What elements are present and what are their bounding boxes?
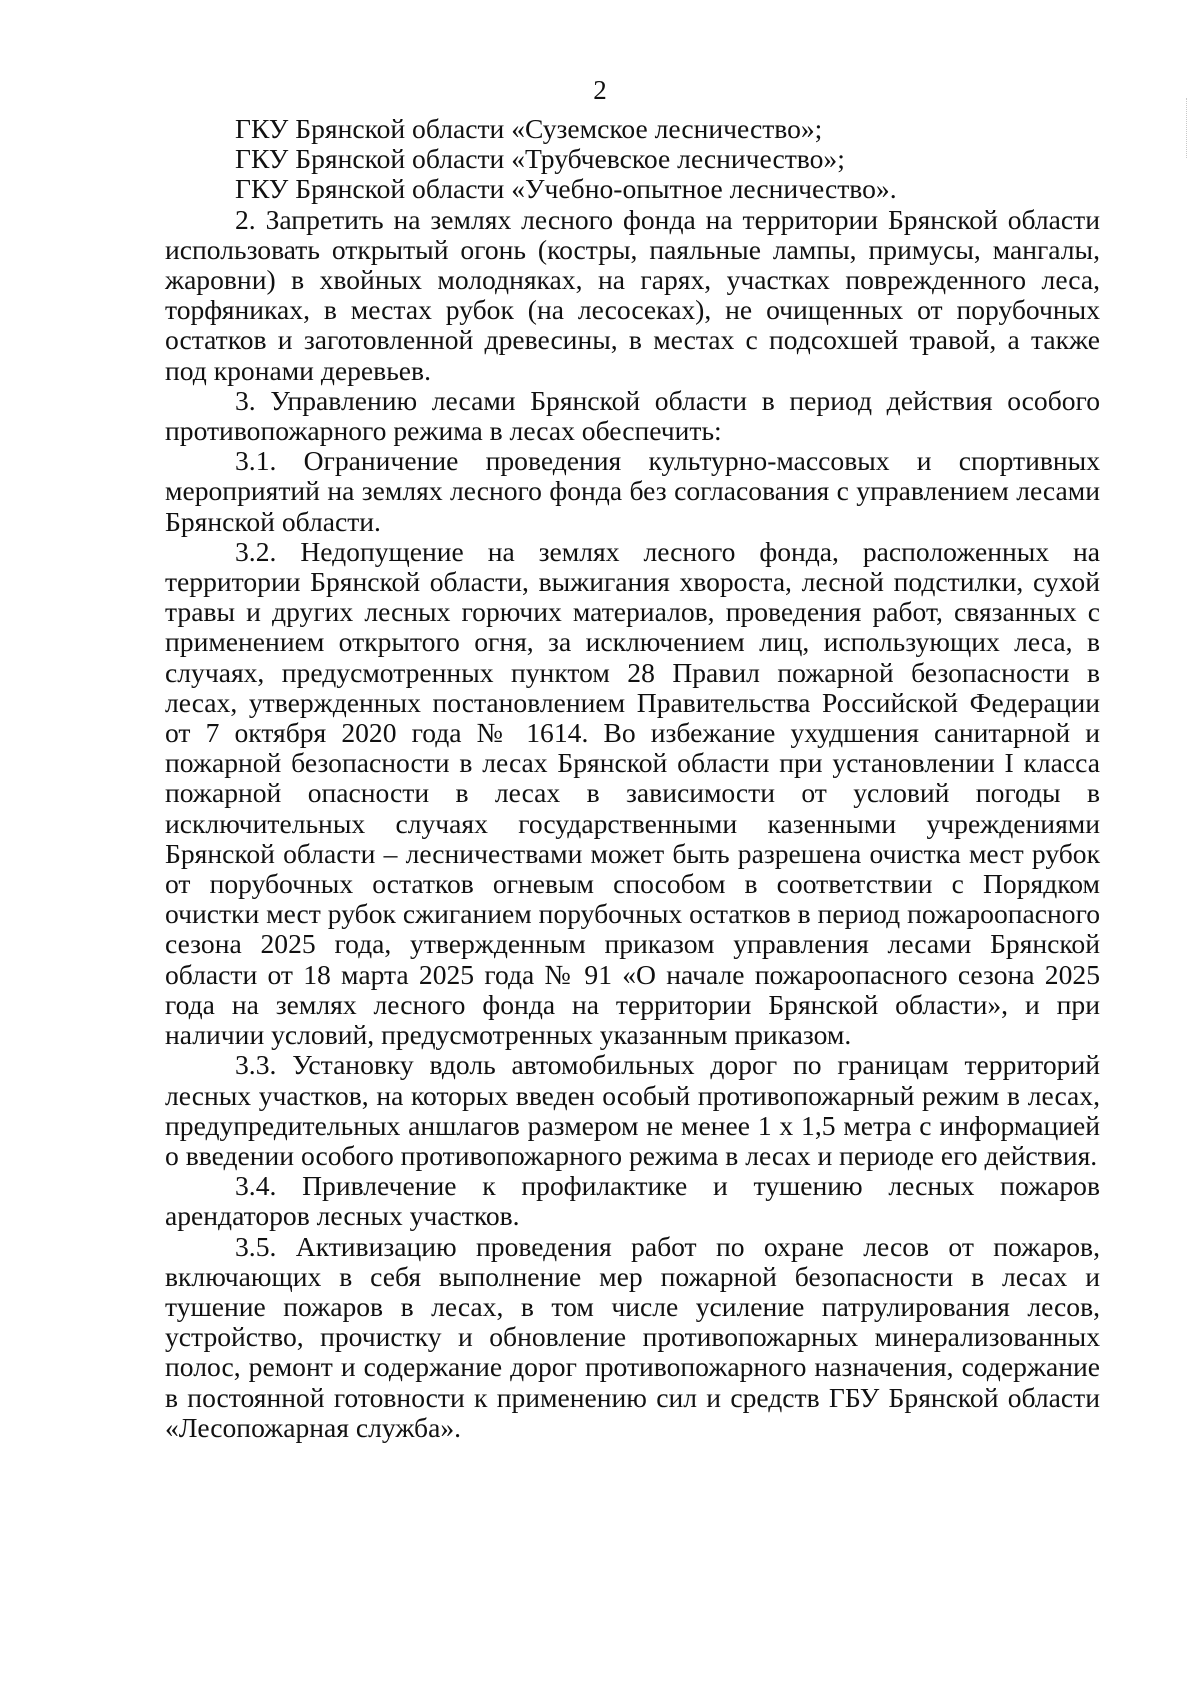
page-number: 2 [593, 75, 607, 105]
paragraph-3-1: 3.1. Ограничение проведения культурно-массовых и спортивных мероприятий на землях лесного фонда без согласования с управлением лесами Брянской области. [165, 445, 1100, 537]
paragraph-3-3: 3.3. Установку вдоль автомобильных дорог по границам территорий лесных участков, на которых введен особый противопожарный режим в лесах, предупредительных аншлагов размером не менее 1 х 1,5 метра с информацией о введении особого противопожарного режима в лесах и периоде его действия. [165, 1049, 1100, 1171]
paragraph-3: 3. Управлению лесами Брянской области в период действия особого противопожарного режима в лесах обеспечить: [165, 384, 1100, 447]
document-body [165, 114, 1100, 1443]
paragraph-3-5: 3.5. Активизацию проведения работ по охране лесов от пожаров, включающих в себя выполнение мер пожарной безопасности в лесах и тушение пожаров в лесах, в том числе усиление патрулирования лесов, устройство, прочистку и обновление противопожарных минерализованных полос, ремонт и содержание дорог противопожарного назначения, содержание в постоянной готовности к применению сил и средств ГБУ Брянской области «Лесопожарная служба». [165, 1230, 1100, 1443]
list-item: ГКУ Брянской области «Суземское лесничество»; [235, 113, 823, 144]
paragraph-3-4: 3.4. Привлечение к профилактике и тушению лесных пожаров арендаторов лесных участков. [165, 1170, 1100, 1232]
paragraph-3-2: 3.2. Недопущение на землях лесного фонда, расположенных на территории Брянской области, выжигания хвороста, лесной подстилки, сухой травы и других лесных горючих материалов, проведения работ, связанных с применением открытого огня, за исключением лиц, использующих леса, в случаях, предусмотренных пунктом 28 Правил пожарной безопасности в лесах, утвержденных постановлением Правительства Российской Федерации от 7 октября 2020 года № 1614. Во избежание ухудшения санитарной и пожарной безопасности в лесах Брянской области при установлении I класса пожарной опасности в лесах в зависимости от условий погоды в исключительных случаях государственными казенными учреждениями Брянской области – лесничествами может быть разрешена очистка мест рубок от порубочных остатков огневым способом в соответствии с Порядком очистки мест рубок сжиганием порубочных остатков в период пожароопасного сезона 2025 года, утвержденным приказом управления лесами Брянской области от 18 марта 2025 года № 91 «О начале пожароопасного сезона 2025 года на землях лесного фонда на территории Брянской области», и при наличии условий, предусмотренных указанным приказом. [165, 535, 1100, 1051]
list-item: ГКУ Брянской области «Учебно-опытное лесничество». [235, 173, 897, 205]
paragraph-2: 2. Запретить на землях лесного фонда на территории Брянской области использовать открытый огонь (костры, паяльные лампы, примусы, мангалы, жаровни) в хвойных молодняках, на гарях, участках поврежденного леса, торфяниках, в местах рубок (на лесосеках), не очищенных от порубочных остатков и заготовленной древесины, в местах с подсохшей травой, а также под кронами деревьев. [165, 203, 1100, 386]
list-item: ГКУ Брянской области «Трубчевское лесничество»; [235, 143, 845, 175]
scan-edge-marks [1186, 98, 1190, 158]
